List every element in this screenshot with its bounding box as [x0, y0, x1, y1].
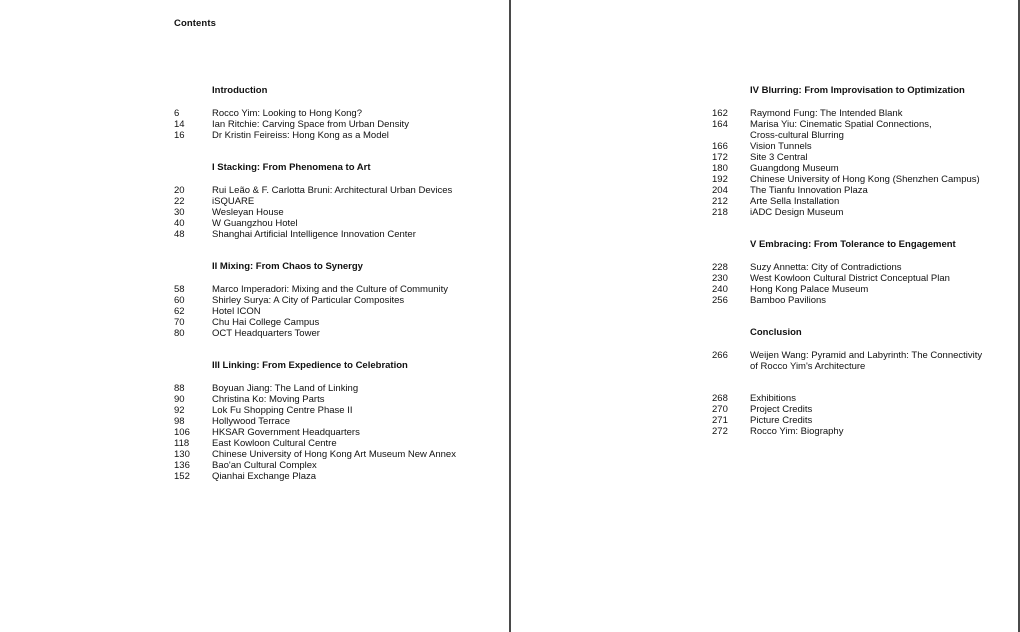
page-number: 98 [174, 416, 185, 427]
section-heading: Introduction [212, 85, 268, 96]
toc-entry[interactable] [712, 174, 1020, 185]
entry-title: Exhibitions [750, 393, 796, 404]
entry-title: East Kowloon Cultural Centre [212, 438, 337, 449]
toc-entry[interactable] [174, 306, 512, 317]
toc-entry[interactable] [712, 284, 1010, 295]
entry-list [174, 108, 472, 141]
entry-title: iADC Design Museum [750, 207, 844, 218]
entry-title: W Guangzhou Hotel [212, 218, 298, 229]
entry-title: Picture Credits [750, 415, 813, 426]
toc-entry[interactable] [174, 284, 512, 295]
entry-title: Marco Imperadori: Mixing and the Culture of Community [212, 284, 449, 295]
page-number: 118 [174, 438, 190, 449]
entry-title: Raymond Fung: The Intended Blank [750, 108, 903, 119]
entry-title: West Kowloon Cultural District Conceptual Plan [750, 273, 950, 284]
entry-title: Ian Ritchie: Carving Space from Urban Density [212, 119, 409, 130]
contents-title: Contents [174, 18, 216, 29]
page-number: 204 [712, 185, 728, 196]
page-number: 240 [712, 284, 728, 295]
toc-entry[interactable] [712, 152, 1020, 163]
entry-title: Guangdong Museum [750, 163, 839, 174]
entry-list [174, 284, 512, 339]
toc-entry[interactable] [712, 273, 1010, 284]
entry-title: Hotel ICON [212, 306, 261, 317]
page-number: 16 [174, 130, 185, 141]
toc-entry[interactable] [712, 163, 1020, 174]
page-number: 20 [174, 185, 185, 196]
entry-title: Rui Leão & F. Carlotta Bruni: Architectural Urban Devices [212, 185, 453, 196]
page-number: 92 [174, 405, 185, 416]
entry-list [174, 185, 512, 240]
toc-entry[interactable] [712, 141, 1020, 152]
section-back-matter [712, 393, 1010, 437]
page-number: 60 [174, 295, 185, 306]
toc-entry[interactable] [712, 404, 1010, 415]
section-heading: II Mixing: From Chaos to Synergy [212, 261, 363, 272]
page-number: 270 [712, 404, 728, 415]
toc-entry[interactable] [712, 185, 1020, 196]
section-heading: III Linking: From Expedience to Celebration [212, 360, 408, 371]
toc-entry[interactable] [174, 471, 512, 482]
toc-entry[interactable] [174, 196, 512, 207]
toc-entry[interactable] [174, 185, 512, 196]
left-page [0, 0, 509, 632]
toc-entry[interactable] [174, 416, 512, 427]
toc-entry[interactable] [174, 317, 512, 328]
page-number: 164 [712, 119, 728, 130]
right-page [511, 0, 1020, 632]
section-blurring [712, 85, 1020, 218]
toc-entry[interactable] [174, 328, 512, 339]
toc-entry[interactable] [712, 393, 1010, 404]
entry-title: Arte Sella Installation [750, 196, 840, 207]
toc-entry[interactable] [174, 383, 512, 394]
entry-title: Shirley Surya: A City of Particular Composites [212, 295, 405, 306]
entry-title: Chinese University of Hong Kong Art Museum New Annex [212, 449, 456, 460]
section-heading: Conclusion [750, 327, 802, 338]
section-heading: IV Blurring: From Improvisation to Optimization [750, 85, 965, 96]
toc-entry[interactable] [712, 207, 1020, 218]
toc-entry[interactable] [712, 119, 1020, 130]
page-number: 192 [712, 174, 728, 185]
entry-title: Hollywood Terrace [212, 416, 290, 427]
entry-title: Dr Kristin Feireiss: Hong Kong as a Model [212, 130, 389, 141]
toc-entry[interactable] [712, 426, 1010, 437]
toc-entry[interactable] [712, 262, 1010, 273]
entry-title: HKSAR Government Headquarters [212, 427, 360, 438]
toc-entry[interactable] [712, 350, 1020, 361]
page-number: 180 [712, 163, 728, 174]
page-number: 228 [712, 262, 728, 273]
toc-entry[interactable] [174, 130, 472, 141]
page-number: 22 [174, 196, 185, 207]
entry-title: Qianhai Exchange Plaza [212, 471, 317, 482]
toc-entry[interactable] [712, 196, 1020, 207]
entry-title-continuation: of Rocco Yim's Architecture [750, 361, 866, 372]
entry-title: The Tianfu Innovation Plaza [750, 185, 868, 196]
page-number: 162 [712, 108, 728, 119]
entry-title: Wesleyan House [212, 207, 284, 218]
page-number: 212 [712, 196, 728, 207]
entry-list [712, 108, 1020, 218]
page-number: 152 [174, 471, 190, 482]
page-number: 62 [174, 306, 185, 317]
page-number: 136 [174, 460, 190, 471]
page-number: 230 [712, 273, 728, 284]
toc-entry[interactable] [174, 438, 512, 449]
entry-title: Lok Fu Shopping Centre Phase II [212, 405, 353, 416]
page-number: 58 [174, 284, 185, 295]
page-number: 70 [174, 317, 185, 328]
entry-title: Shanghai Artificial Intelligence Innovation Center [212, 229, 416, 240]
toc-entry[interactable] [174, 119, 472, 130]
page-number: 106 [174, 427, 190, 438]
section-linking [174, 360, 512, 482]
section-conclusion [712, 327, 1020, 372]
entry-title: Boyuan Jiang: The Land of Linking [212, 383, 359, 394]
entry-title: Bamboo Pavilions [750, 295, 827, 306]
page-number: 266 [712, 350, 728, 361]
section-heading: I Stacking: From Phenomena to Art [212, 162, 371, 173]
page-number: 268 [712, 393, 728, 404]
entry-title: Vision Tunnels [750, 141, 812, 152]
entry-title: Rocco Yim: Biography [750, 426, 844, 437]
toc-entry[interactable] [174, 427, 512, 438]
section-introduction [174, 85, 472, 141]
entry-title: OCT Headquarters Tower [212, 328, 320, 339]
entry-title: Rocco Yim: Looking to Hong Kong? [212, 108, 362, 119]
entry-title-continuation: Cross-cultural Blurring [750, 130, 844, 141]
page-number: 30 [174, 207, 185, 218]
entry-title: Christina Ko: Moving Parts [212, 394, 325, 405]
page-number: 256 [712, 295, 728, 306]
section-stacking [174, 162, 512, 240]
entry-list [712, 350, 1020, 372]
entry-list [712, 262, 1010, 306]
page-number: 80 [174, 328, 185, 339]
entry-list [174, 383, 512, 482]
entry-title: Chu Hai College Campus [212, 317, 320, 328]
page-number: 48 [174, 229, 185, 240]
toc-entry[interactable] [174, 207, 512, 218]
page-number: 172 [712, 152, 728, 163]
page-number: 272 [712, 426, 728, 437]
entry-title: Hong Kong Palace Museum [750, 284, 869, 295]
page-number: 90 [174, 394, 185, 405]
page-number: 218 [712, 207, 728, 218]
page-number: 166 [712, 141, 728, 152]
toc-entry[interactable] [174, 394, 512, 405]
page-number: 130 [174, 449, 190, 460]
toc-entry[interactable] [174, 460, 512, 471]
section-embracing [712, 239, 1010, 306]
page-number: 88 [174, 383, 185, 394]
entry-title: Marisa Yiu: Cinematic Spatial Connections, [750, 119, 932, 130]
entry-title: Project Credits [750, 404, 813, 415]
entry-title: iSQUARE [212, 196, 255, 207]
page-number: 40 [174, 218, 185, 229]
toc-entry-continuation [712, 130, 1020, 141]
section-mixing [174, 261, 512, 339]
entry-title: Bao'an Cultural Complex [212, 460, 317, 471]
toc-entry[interactable] [174, 449, 512, 460]
section-heading: V Embracing: From Tolerance to Engagement [750, 239, 956, 250]
toc-entry[interactable] [712, 108, 1020, 119]
entry-title: Chinese University of Hong Kong (Shenzhen Campus) [750, 174, 980, 185]
toc-entry[interactable] [174, 108, 472, 119]
toc-entry[interactable] [174, 229, 512, 240]
entry-title: Suzy Annetta: City of Contradictions [750, 262, 902, 273]
page-number: 6 [174, 108, 180, 119]
toc-entry[interactable] [174, 295, 512, 306]
toc-entry[interactable] [174, 218, 512, 229]
toc-entry[interactable] [712, 295, 1010, 306]
page-number: 271 [712, 415, 728, 426]
toc-entry[interactable] [712, 415, 1010, 426]
entry-title: Site 3 Central [750, 152, 808, 163]
toc-entry[interactable] [174, 405, 512, 416]
toc-entry-continuation [712, 361, 1020, 372]
page-number: 14 [174, 119, 185, 130]
entry-title: Weijen Wang: Pyramid and Labyrinth: The Connectivity [750, 350, 983, 361]
